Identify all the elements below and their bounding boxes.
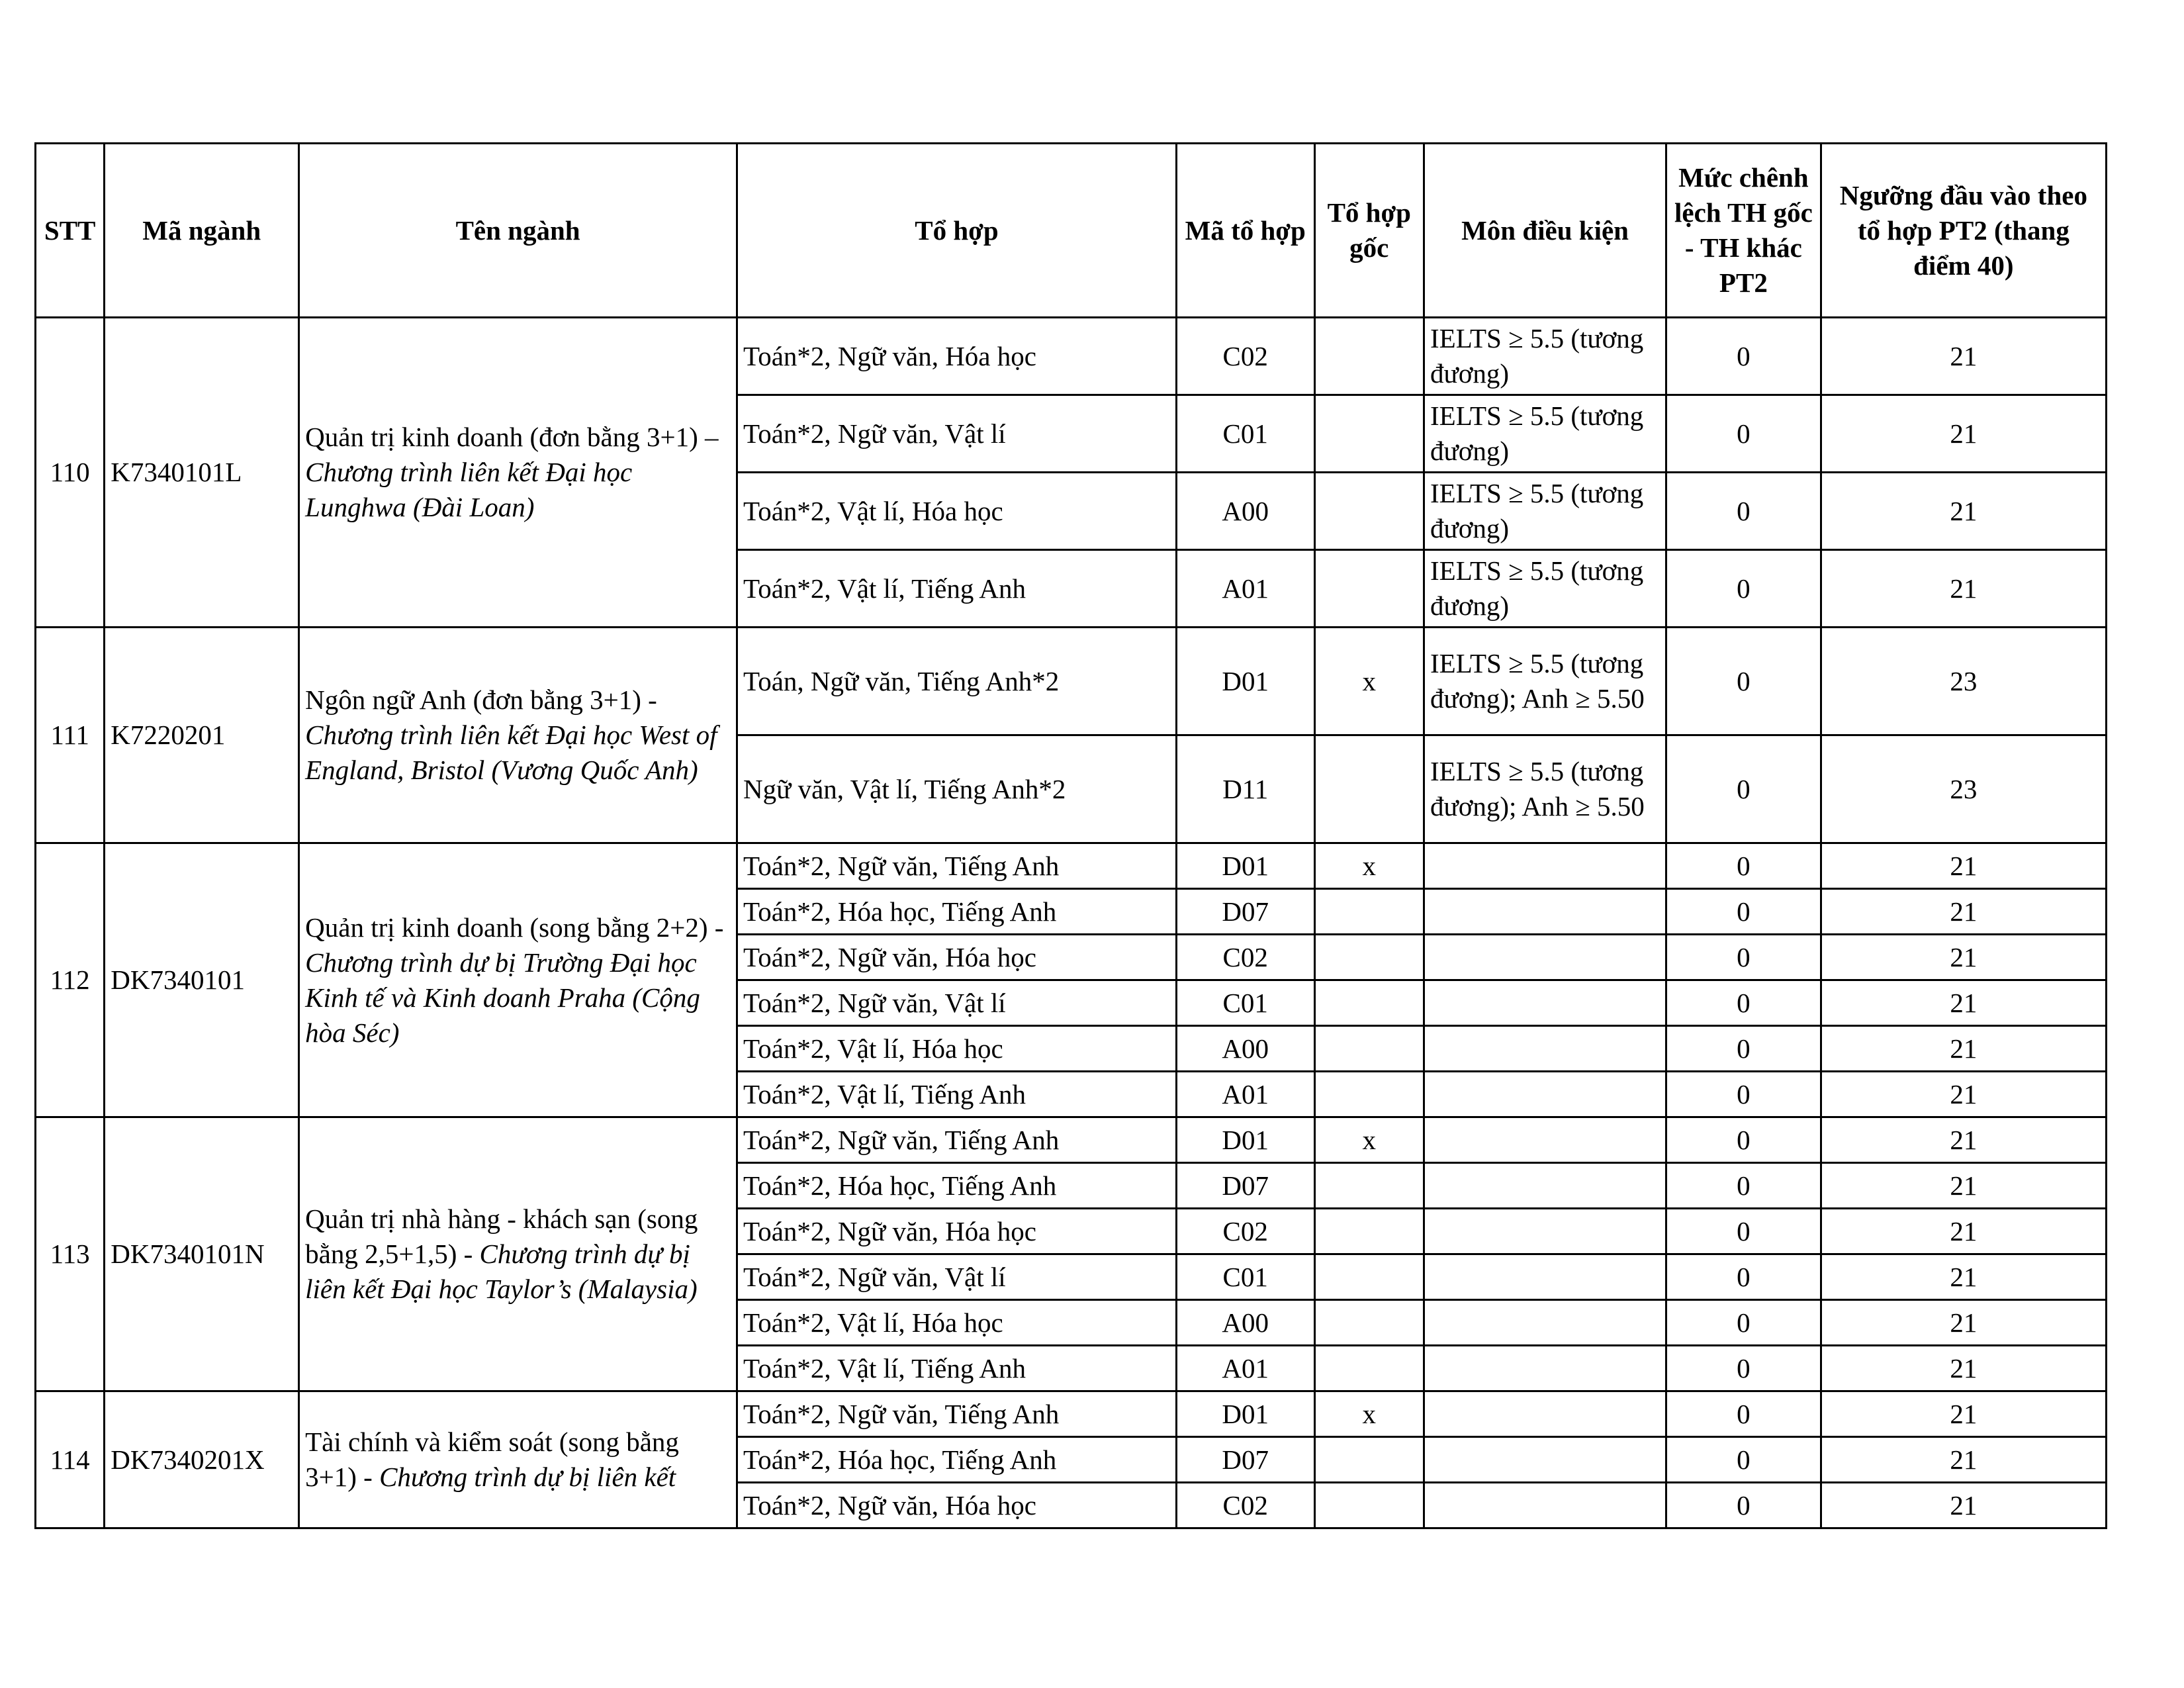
program-name-italic: Chương trình dự bị liên kết: [379, 1462, 676, 1492]
combo-code-cell: A00: [1176, 1300, 1314, 1346]
difference-cell: 0: [1666, 889, 1821, 935]
threshold-cell: 21: [1821, 473, 2106, 550]
original-combo-cell: x: [1314, 628, 1424, 735]
difference-cell: 0: [1666, 1300, 1821, 1346]
threshold-cell: 21: [1821, 1117, 2106, 1163]
header-ma-to-hop: Mã tổ hợp: [1176, 144, 1314, 318]
subjects-cell: Toán*2, Vật lí, Tiếng Anh: [737, 550, 1177, 628]
combo-code-cell: C02: [1176, 318, 1314, 395]
program-code: DK7340101N: [105, 1117, 299, 1391]
threshold-cell: 21: [1821, 889, 2106, 935]
table-body: [36, 318, 2107, 1528]
combo-code-cell: D07: [1176, 1163, 1314, 1209]
program-name-italic: Chương trình dự bị liên kết Đại học Taylor’s (Malaysia): [305, 1239, 698, 1304]
threshold-cell: 21: [1821, 1072, 2106, 1117]
subjects-cell: Toán*2, Hóa học, Tiếng Anh: [737, 889, 1177, 935]
condition-cell: [1424, 1254, 1666, 1300]
table-row: [36, 1391, 2107, 1437]
combo-code-cell: D07: [1176, 1437, 1314, 1483]
difference-cell: 0: [1666, 1254, 1821, 1300]
subjects-cell: Toán*2, Ngữ văn, Vật lí: [737, 1254, 1177, 1300]
difference-cell: 0: [1666, 395, 1821, 473]
combo-code-cell: C01: [1176, 395, 1314, 473]
program-name: [299, 318, 737, 628]
subjects-cell: Toán*2, Ngữ văn, Hóa học: [737, 935, 1177, 980]
program-stt: 111: [36, 628, 105, 843]
original-combo-cell: [1314, 1254, 1424, 1300]
difference-cell: 0: [1666, 628, 1821, 735]
combo-code-cell: A01: [1176, 550, 1314, 628]
condition-cell: IELTS ≥ 5.5 (tương đương): [1424, 473, 1666, 550]
subjects-cell: Toán*2, Vật lí, Hóa học: [737, 1026, 1177, 1072]
subjects-cell: Toán*2, Ngữ văn, Vật lí: [737, 395, 1177, 473]
threshold-cell: 21: [1821, 1391, 2106, 1437]
combo-code-cell: A00: [1176, 473, 1314, 550]
combo-code-cell: A01: [1176, 1346, 1314, 1391]
original-combo-cell: [1314, 395, 1424, 473]
difference-cell: 0: [1666, 1483, 1821, 1528]
difference-cell: 0: [1666, 1391, 1821, 1437]
threshold-cell: 21: [1821, 1437, 2106, 1483]
condition-cell: [1424, 935, 1666, 980]
combo-code-cell: D01: [1176, 1391, 1314, 1437]
difference-cell: 0: [1666, 843, 1821, 889]
condition-cell: [1424, 1209, 1666, 1254]
program-stt: 114: [36, 1391, 105, 1528]
program-code: K7340101L: [105, 318, 299, 628]
combo-code-cell: C02: [1176, 1209, 1314, 1254]
header-to-hop: Tổ hợp: [737, 144, 1177, 318]
condition-cell: [1424, 1483, 1666, 1528]
difference-cell: 0: [1666, 980, 1821, 1026]
difference-cell: 0: [1666, 473, 1821, 550]
program-name-italic: Chương trình liên kết Đại học West of England, Bristol (Vương Quốc Anh): [305, 720, 717, 785]
threshold-cell: 23: [1821, 735, 2106, 843]
condition-cell: [1424, 1391, 1666, 1437]
program-stt: 113: [36, 1117, 105, 1391]
original-combo-cell: [1314, 1346, 1424, 1391]
threshold-cell: 21: [1821, 1346, 2106, 1391]
program-name: [299, 628, 737, 843]
difference-cell: 0: [1666, 550, 1821, 628]
difference-cell: 0: [1666, 735, 1821, 843]
threshold-cell: 21: [1821, 395, 2106, 473]
header-muc-chenh-lech: Mức chênh lệch TH gốc - TH khác PT2: [1666, 144, 1821, 318]
original-combo-cell: [1314, 1483, 1424, 1528]
difference-cell: 0: [1666, 1026, 1821, 1072]
threshold-cell: 21: [1821, 318, 2106, 395]
threshold-cell: 21: [1821, 935, 2106, 980]
difference-cell: 0: [1666, 1346, 1821, 1391]
program-stt: 110: [36, 318, 105, 628]
original-combo-cell: [1314, 1026, 1424, 1072]
subjects-cell: Toán*2, Hóa học, Tiếng Anh: [737, 1437, 1177, 1483]
condition-cell: [1424, 1163, 1666, 1209]
table-row: [36, 843, 2107, 889]
combo-code-cell: D01: [1176, 1117, 1314, 1163]
combo-code-cell: A00: [1176, 1026, 1314, 1072]
threshold-cell: 21: [1821, 550, 2106, 628]
program-name-plain: Ngôn ngữ Anh (đơn bằng 3+1) -: [305, 684, 657, 715]
condition-cell: [1424, 1026, 1666, 1072]
original-combo-cell: [1314, 1209, 1424, 1254]
subjects-cell: Toán*2, Ngữ văn, Hóa học: [737, 318, 1177, 395]
combo-code-cell: D11: [1176, 735, 1314, 843]
combo-code-cell: D01: [1176, 843, 1314, 889]
difference-cell: 0: [1666, 1117, 1821, 1163]
subjects-cell: Toán*2, Vật lí, Tiếng Anh: [737, 1346, 1177, 1391]
combo-code-cell: C02: [1176, 1483, 1314, 1528]
subjects-cell: Toán*2, Ngữ văn, Tiếng Anh: [737, 843, 1177, 889]
subjects-cell: Ngữ văn, Vật lí, Tiếng Anh*2: [737, 735, 1177, 843]
original-combo-cell: [1314, 318, 1424, 395]
header-to-hop-goc: Tổ hợp gốc: [1314, 144, 1424, 318]
original-combo-cell: [1314, 889, 1424, 935]
condition-cell: [1424, 1072, 1666, 1117]
difference-cell: 0: [1666, 1072, 1821, 1117]
condition-cell: [1424, 980, 1666, 1026]
condition-cell: IELTS ≥ 5.5 (tương đương); Anh ≥ 5.50: [1424, 628, 1666, 735]
condition-cell: [1424, 1346, 1666, 1391]
combo-code-cell: D01: [1176, 628, 1314, 735]
subjects-cell: Toán*2, Vật lí, Tiếng Anh: [737, 1072, 1177, 1117]
program-code: DK7340201X: [105, 1391, 299, 1528]
program-name: [299, 1117, 737, 1391]
original-combo-cell: [1314, 550, 1424, 628]
program-name: [299, 843, 737, 1117]
program-name-plain: Quản trị kinh doanh (song bằng 2+2) -: [305, 912, 724, 943]
difference-cell: 0: [1666, 935, 1821, 980]
program-name-plain: Quản trị nhà hàng - khách sạn (song bằng 2,5+1,5) -: [305, 1203, 698, 1269]
difference-cell: 0: [1666, 1163, 1821, 1209]
threshold-cell: 21: [1821, 980, 2106, 1026]
threshold-cell: 21: [1821, 1163, 2106, 1209]
header-row: [36, 144, 2107, 318]
subjects-cell: Toán*2, Vật lí, Hóa học: [737, 1300, 1177, 1346]
original-combo-cell: x: [1314, 843, 1424, 889]
table-row: [36, 318, 2107, 395]
subjects-cell: Toán*2, Ngữ văn, Hóa học: [737, 1483, 1177, 1528]
combo-code-cell: C01: [1176, 1254, 1314, 1300]
difference-cell: 0: [1666, 1437, 1821, 1483]
threshold-cell: 23: [1821, 628, 2106, 735]
condition-cell: [1424, 1300, 1666, 1346]
condition-cell: IELTS ≥ 5.5 (tương đương): [1424, 550, 1666, 628]
subjects-cell: Toán*2, Ngữ văn, Hóa học: [737, 1209, 1177, 1254]
difference-cell: 0: [1666, 1209, 1821, 1254]
program-stt: 112: [36, 843, 105, 1117]
table-row: [36, 1117, 2107, 1163]
threshold-cell: 21: [1821, 1483, 2106, 1528]
header-stt: STT: [36, 144, 105, 318]
original-combo-cell: [1314, 735, 1424, 843]
subjects-cell: Toán, Ngữ văn, Tiếng Anh*2: [737, 628, 1177, 735]
threshold-cell: 21: [1821, 1209, 2106, 1254]
program-code: K7220201: [105, 628, 299, 843]
condition-cell: IELTS ≥ 5.5 (tương đương); Anh ≥ 5.50: [1424, 735, 1666, 843]
subjects-cell: Toán*2, Ngữ văn, Tiếng Anh: [737, 1117, 1177, 1163]
threshold-cell: 21: [1821, 1300, 2106, 1346]
header-ma-nganh: Mã ngành: [105, 144, 299, 318]
original-combo-cell: [1314, 1163, 1424, 1209]
combo-code-cell: D07: [1176, 889, 1314, 935]
table-row: [36, 628, 2107, 735]
combo-code-cell: C02: [1176, 935, 1314, 980]
original-combo-cell: x: [1314, 1117, 1424, 1163]
condition-cell: [1424, 889, 1666, 935]
subjects-cell: Toán*2, Hóa học, Tiếng Anh: [737, 1163, 1177, 1209]
program-code: DK7340101: [105, 843, 299, 1117]
subjects-cell: Toán*2, Ngữ văn, Tiếng Anh: [737, 1391, 1177, 1437]
original-combo-cell: x: [1314, 1391, 1424, 1437]
original-combo-cell: [1314, 1437, 1424, 1483]
program-name-italic: – Chương trình liên kết Đại học Lunghwa (Đài Loan): [305, 422, 719, 522]
original-combo-cell: [1314, 1300, 1424, 1346]
combo-code-cell: A01: [1176, 1072, 1314, 1117]
original-combo-cell: [1314, 935, 1424, 980]
condition-cell: [1424, 1117, 1666, 1163]
combo-code-cell: C01: [1176, 980, 1314, 1026]
header-ten-nganh: Tên ngành: [299, 144, 737, 318]
threshold-cell: 21: [1821, 843, 2106, 889]
program-name-italic: Chương trình dự bị Trường Đại học Kinh tế và Kinh doanh Praha (Cộng hòa Séc): [305, 947, 700, 1048]
threshold-cell: 21: [1821, 1026, 2106, 1072]
difference-cell: 0: [1666, 318, 1821, 395]
original-combo-cell: [1314, 1072, 1424, 1117]
condition-cell: IELTS ≥ 5.5 (tương đương): [1424, 318, 1666, 395]
subjects-cell: Toán*2, Vật lí, Hóa học: [737, 473, 1177, 550]
original-combo-cell: [1314, 980, 1424, 1026]
admission-table: [34, 142, 2107, 1529]
original-combo-cell: [1314, 473, 1424, 550]
program-name-plain: Tài chính và kiểm soát (song bằng 3+1) -: [305, 1427, 679, 1492]
condition-cell: [1424, 1437, 1666, 1483]
header-nguong: Ngưỡng đầu vào theo tổ hợp PT2 (thang điểm 40): [1821, 144, 2106, 318]
program-name-plain: Quản trị kinh doanh (đơn bằng 3+1): [305, 422, 698, 452]
threshold-cell: 21: [1821, 1254, 2106, 1300]
header-mon-dieu-kien: Môn điều kiện: [1424, 144, 1666, 318]
program-name: [299, 1391, 737, 1528]
subjects-cell: Toán*2, Ngữ văn, Vật lí: [737, 980, 1177, 1026]
admission-table-page: [34, 142, 2107, 1537]
condition-cell: IELTS ≥ 5.5 (tương đương): [1424, 395, 1666, 473]
condition-cell: [1424, 843, 1666, 889]
